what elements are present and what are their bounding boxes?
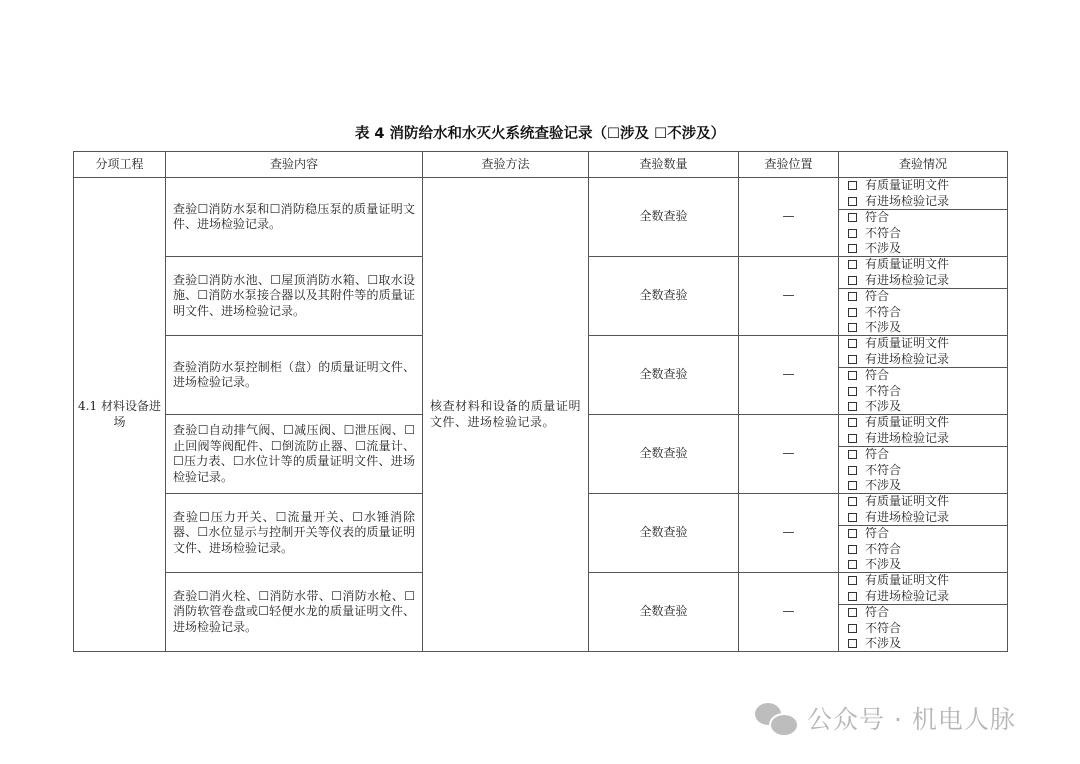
checkbox-icon[interactable] [848, 181, 857, 190]
inspection-record-table [73, 151, 1008, 652]
checkbox-icon[interactable] [848, 497, 857, 506]
status-docs-group [839, 178, 1007, 210]
checkbox-icon[interactable] [848, 213, 857, 222]
status-option-label: 有进场检验记录 [865, 509, 950, 524]
status-option-label: 不符合 [865, 620, 902, 635]
checkbox-icon[interactable] [848, 402, 857, 411]
status-option[interactable] [848, 384, 1007, 400]
content-cell: 查验☐消火栓、☐消防水带、☐消防水枪、☐消防软管卷盘或☐轻便水龙的质量证明文件、进场检验记录。 [166, 573, 423, 652]
status-option-label: 符合 [865, 447, 890, 461]
checkbox-icon[interactable] [848, 323, 857, 332]
checkbox-icon[interactable] [848, 355, 857, 364]
checkbox-icon[interactable] [848, 387, 857, 396]
checkbox-icon[interactable] [848, 276, 857, 285]
quantity-cell: 全数查验 [589, 336, 739, 415]
header-quantity: 查验数量 [589, 152, 739, 178]
watermark-text: 公众号 · 机电人脉 [807, 705, 1016, 734]
header-item: 分项工程 [74, 152, 166, 178]
status-option[interactable] [848, 305, 1007, 321]
checkbox-icon[interactable] [848, 624, 857, 633]
quantity-cell: 全数查验 [589, 178, 739, 257]
status-option[interactable] [848, 589, 1007, 605]
status-option-label: 有进场检验记录 [865, 588, 950, 603]
checkbox-icon[interactable] [848, 592, 857, 601]
status-option[interactable] [848, 273, 1007, 289]
status-option[interactable] [848, 447, 1007, 463]
status-option[interactable] [848, 241, 1007, 257]
position-cell: — [739, 336, 839, 415]
checkbox-icon[interactable] [848, 466, 857, 475]
status-option-label: 符合 [865, 289, 890, 303]
status-option-label: 有进场检验记录 [865, 351, 950, 366]
status-docs-group [839, 415, 1007, 447]
status-option-label: 不涉及 [865, 241, 902, 255]
status-option-label: 有进场检验记录 [865, 272, 950, 287]
status-option-label: 有质量证明文件 [865, 573, 950, 587]
quantity-cell: 全数查验 [589, 573, 739, 652]
checkbox-icon[interactable] [848, 576, 857, 585]
status-option-label: 符合 [865, 368, 890, 382]
status-option[interactable] [848, 463, 1007, 479]
status-option[interactable] [848, 289, 1007, 305]
status-cell [839, 415, 1008, 494]
wechat-icon [755, 703, 797, 733]
status-option[interactable] [848, 257, 1007, 273]
content-cell: 查验消防水泵控制柜（盘）的质量证明文件、进场检验记录。 [166, 336, 423, 415]
status-option-label: 不符合 [865, 541, 902, 556]
content-cell: 查验☐消防水泵和☐消防稳压泵的质量证明文件、进场检验记录。 [166, 178, 423, 257]
status-option[interactable] [848, 605, 1007, 621]
checkbox-icon[interactable] [848, 197, 857, 206]
header-row [74, 152, 1008, 178]
status-option[interactable] [848, 510, 1007, 526]
status-option[interactable] [848, 573, 1007, 589]
status-option[interactable] [848, 320, 1007, 336]
checkbox-icon[interactable] [848, 229, 857, 238]
checkbox-icon[interactable] [848, 529, 857, 538]
status-option[interactable] [848, 210, 1007, 226]
status-option[interactable] [848, 557, 1007, 573]
status-docs-group [839, 336, 1007, 368]
content-cell: 查验☐消防水池、☐屋顶消防水箱、☐取水设施、☐消防水泵接合器以及其附件等的质量证明文件、进场检验记录。 [166, 257, 423, 336]
table-title: 表 4 消防给水和水灭火系统查验记录（☐涉及 ☐不涉及） [354, 126, 726, 142]
checkbox-icon[interactable] [848, 244, 857, 253]
header-position: 查验位置 [739, 152, 839, 178]
status-option[interactable] [848, 352, 1007, 368]
checkbox-icon[interactable] [848, 560, 857, 569]
status-docs-group [839, 573, 1007, 605]
checkbox-icon[interactable] [848, 339, 857, 348]
status-option-label: 有质量证明文件 [865, 494, 950, 508]
status-result-group [839, 526, 1007, 572]
status-cell [839, 178, 1008, 257]
position-cell: — [739, 494, 839, 573]
status-result-group [839, 447, 1007, 493]
status-cell [839, 336, 1008, 415]
status-result-group [839, 605, 1007, 651]
status-option[interactable] [848, 415, 1007, 431]
checkbox-icon[interactable] [848, 608, 857, 617]
status-option-label: 不涉及 [865, 320, 902, 334]
status-option-label: 有质量证明文件 [865, 415, 950, 429]
status-option-label: 有进场检验记录 [865, 430, 950, 445]
checkbox-icon[interactable] [848, 450, 857, 459]
checkbox-icon[interactable] [848, 481, 857, 490]
status-option-label: 不符合 [865, 383, 902, 398]
status-option[interactable] [848, 636, 1007, 652]
status-option-label: 符合 [865, 605, 890, 619]
status-option-label: 不符合 [865, 462, 902, 477]
status-option-label: 符合 [865, 526, 890, 540]
quantity-cell: 全数查验 [589, 415, 739, 494]
status-option-label: 不涉及 [865, 478, 902, 492]
watermark [755, 700, 1016, 736]
status-option-label: 有进场检验记录 [865, 193, 950, 208]
status-cell [839, 257, 1008, 336]
item-cell: 4.1 材料设备进场 [74, 178, 166, 652]
checkbox-icon[interactable] [848, 418, 857, 427]
status-option[interactable] [848, 336, 1007, 352]
status-option[interactable] [848, 526, 1007, 542]
checkbox-icon[interactable] [848, 434, 857, 443]
table-row [74, 178, 1008, 257]
status-cell [839, 573, 1008, 652]
position-cell: — [739, 178, 839, 257]
status-option[interactable] [848, 194, 1007, 210]
status-option-label: 符合 [865, 210, 890, 224]
status-option-label: 不符合 [865, 304, 902, 319]
position-cell: — [739, 257, 839, 336]
header-content: 查验内容 [166, 152, 423, 178]
status-option[interactable] [848, 494, 1007, 510]
header-status: 查验情况 [839, 152, 1008, 178]
status-option[interactable] [848, 399, 1007, 415]
checkbox-icon[interactable] [848, 260, 857, 269]
status-option-label: 不符合 [865, 225, 902, 240]
header-method: 查验方法 [423, 152, 589, 178]
status-option[interactable] [848, 478, 1007, 494]
status-result-group [839, 210, 1007, 256]
status-option[interactable] [848, 431, 1007, 447]
checkbox-icon[interactable] [848, 545, 857, 554]
status-docs-group [839, 257, 1007, 289]
status-option-label: 有质量证明文件 [865, 257, 950, 271]
checkbox-icon[interactable] [848, 639, 857, 648]
status-option[interactable] [848, 621, 1007, 637]
status-result-group [839, 368, 1007, 414]
status-cell [839, 494, 1008, 573]
checkbox-icon[interactable] [848, 371, 857, 380]
status-option-label: 不涉及 [865, 636, 902, 650]
content-cell: 查验☐压力开关、☐流量开关、☐水锤消除器、☐水位显示与控制开关等仪表的质量证明文件、进场检验记录。 [166, 494, 423, 573]
checkbox-icon[interactable] [848, 308, 857, 317]
method-cell: 核查材料和设备的质量证明文件、进场检验记录。 [423, 178, 589, 652]
checkbox-icon[interactable] [848, 513, 857, 522]
quantity-cell: 全数查验 [589, 257, 739, 336]
position-cell: — [739, 415, 839, 494]
status-option-label: 有质量证明文件 [865, 178, 950, 192]
status-option[interactable] [848, 542, 1007, 558]
status-result-group [839, 289, 1007, 335]
quantity-cell: 全数查验 [589, 494, 739, 573]
status-option[interactable] [848, 226, 1007, 242]
status-option-label: 不涉及 [865, 399, 902, 413]
position-cell: — [739, 573, 839, 652]
status-option[interactable] [848, 178, 1007, 194]
content-cell: 查验☐自动排气阀、☐减压阀、☐泄压阀、☐止回阀等阀配件、☐倒流防止器、☐流量计、☐压力表、☐水位计等的质量证明文件、进场检验记录。 [166, 415, 423, 494]
status-option[interactable] [848, 368, 1007, 384]
status-option-label: 有质量证明文件 [865, 336, 950, 350]
checkbox-icon[interactable] [848, 292, 857, 301]
status-docs-group [839, 494, 1007, 526]
status-option-label: 不涉及 [865, 557, 902, 571]
